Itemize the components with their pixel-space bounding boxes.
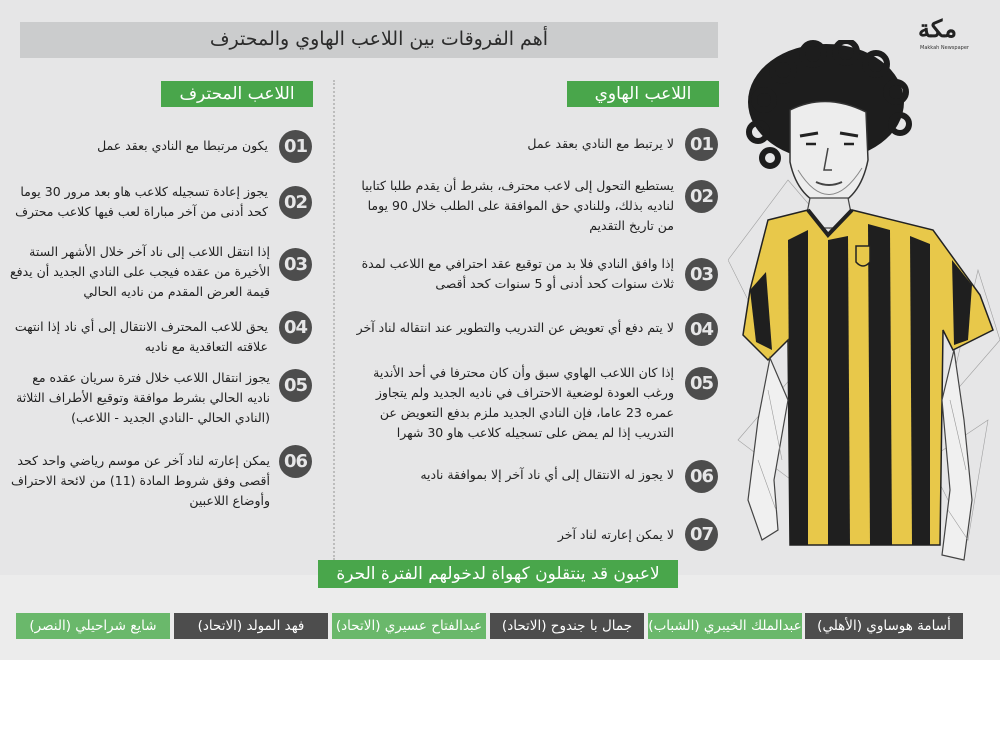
amateur-heading: اللاعب الهاوي	[567, 81, 719, 107]
amateur-item-text: لا يتم دفع أي تعويض عن التدريب والتطوير عند انتقاله لناد آخر	[356, 320, 674, 335]
free-agents-banner: لاعبون قد ينتقلون كهواة لدخولهم الفترة الحرة	[318, 560, 678, 588]
amateur-item-number: 02	[685, 180, 718, 213]
amateur-item-text: لا يرتبط مع النادي بعقد عمل	[527, 136, 674, 151]
professional-item-number: 05	[279, 369, 312, 402]
amateur-item-text: إذا كان اللاعب الهاوي سبق وأن كان محترفا في أحد الأندية ورغب العودة لوضعية الاحتراف في ناديه الجديد ولم يتجاوز عمره 23 عاما، فإن النادي الجديد ملزم بدفع التعويض عن التدريب إذا لم يمض على تسجيله كلاعب هاو 30 شهرا	[373, 365, 674, 440]
player-tag: أسامة هوساوي (الأهلي)	[805, 613, 963, 639]
amateur-item-number: 05	[685, 367, 718, 400]
professional-item-number: 06	[279, 445, 312, 478]
professional-heading: اللاعب المحترف	[161, 81, 313, 107]
player-tag: جمال با جندوح (الاتحاد)	[490, 613, 644, 639]
player-tag: فهد المولد (الاتحاد)	[174, 613, 328, 639]
amateur-item-number: 07	[685, 518, 718, 551]
professional-item-text: يحق للاعب المحترف الانتقال إلى أي ناد إذا انتهت علاقته التعاقدية مع ناديه	[14, 319, 268, 354]
player-tag: عبدالملك الخيبري (الشباب)	[648, 613, 802, 639]
amateur-item-text: إذا وافق النادي فلا بد من توقيع عقد احترافي مع اللاعب لمدة ثلاث سنوات كحد أدنى أو 5 سنوات كحد أقصى	[361, 256, 674, 291]
professional-item-number: 03	[279, 248, 312, 281]
player-tag: عبدالفتاح عسيري (الاتحاد)	[332, 613, 486, 639]
logo-subtext: Makkah Newspaper	[920, 45, 969, 51]
professional-item-text: يجوز إعادة تسجيله كلاعب هاو بعد مرور 30 يوما كحد أدنى من آخر مباراة لعب فيها كلاعب محترف	[15, 184, 268, 219]
player-tag: شايع شراحيلي (النصر)	[16, 613, 170, 639]
professional-item-text: يكون مرتبطا مع النادي بعقد عمل	[97, 138, 268, 153]
professional-item-number: 04	[279, 311, 312, 344]
professional-item-text: يمكن إعارته لناد آخر عن موسم رياضي واحد كحد أقصى وفق شروط المادة (11) من لائحة الاحتراف وأوضاع اللاعبين	[10, 453, 270, 508]
logo-text: مكة	[918, 14, 957, 43]
professional-item-text: يجوز انتقال اللاعب خلال فترة سريان عقده مع ناديه الحالي بشرط موافقة وتوقيع الأطراف الثلاثة (النادي الحالي -النادي الجديد - اللاعب)	[16, 370, 270, 425]
amateur-item-text: يستطيع التحول إلى لاعب محترف، بشرط أن يقدم طلبا كتابيا لناديه بذلك، وللنادي حق الموافقة على الطلب خلال 90 يوما من تاريخ التقديم	[361, 178, 674, 233]
column-divider	[333, 80, 335, 560]
professional-item-number: 02	[279, 186, 312, 219]
amateur-item-text: لا يجوز له الانتقال إلى أي ناد آخر إلا بموافقة ناديه	[420, 467, 674, 482]
amateur-item-text: لا يمكن إعارته لناد آخر	[557, 527, 674, 542]
title-bar	[20, 22, 718, 58]
amateur-item-number: 03	[685, 258, 718, 291]
professional-item-text: إذا انتقل اللاعب إلى ناد آخر خلال الأشهر الستة الأخيرة من عقده فيجب على النادي الجديد أن يدفع قيمة العرض المقدم من ناديه الحالي	[9, 244, 270, 299]
amateur-item-number: 06	[685, 460, 718, 493]
amateur-item-number: 01	[685, 128, 718, 161]
page-title: أهم الفروقات بين اللاعب الهاوي والمحترف	[209, 28, 548, 50]
professional-item-number: 01	[279, 130, 312, 163]
amateur-item-number: 04	[685, 313, 718, 346]
player-illustration	[728, 40, 1000, 580]
